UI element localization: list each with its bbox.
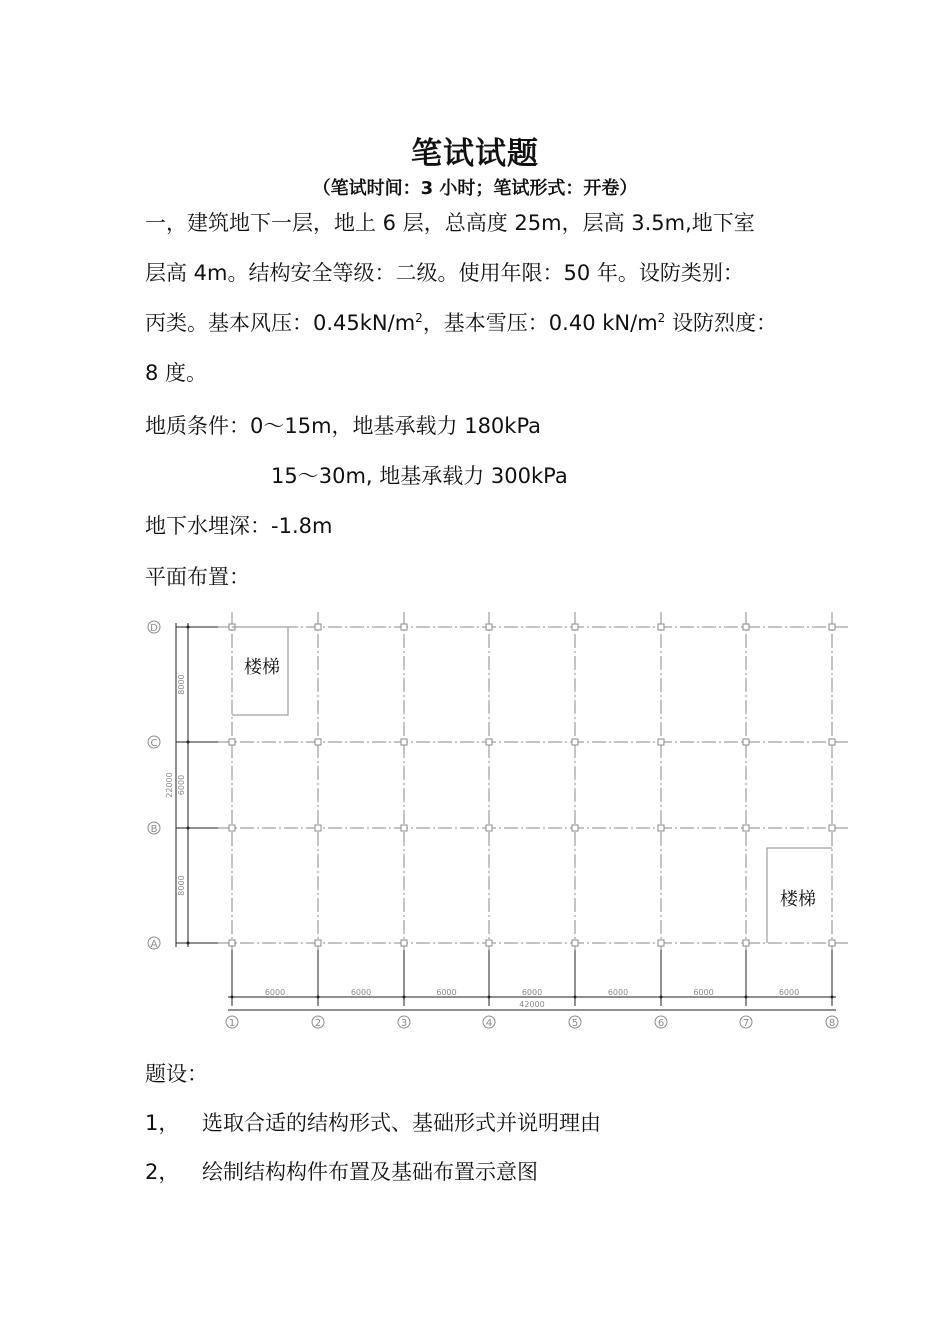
column-axis-label: 5 [571,1018,579,1029]
column-marker [315,739,321,745]
column-marker [829,825,835,831]
stair-label-top: 楼梯 [244,657,280,678]
column-marker [229,825,235,831]
seismic-intensity-text: 设防烈度： [665,311,777,335]
row-axis-label: B [150,824,158,835]
column-marker [743,624,749,630]
dimension-tick [187,626,190,629]
intro-paragraph [145,198,825,398]
span-dimension-text: 8000 [177,674,186,695]
column-marker [229,739,235,745]
column-marker [486,825,492,831]
dimension-tick [660,996,663,999]
total-width-text: 42000 [519,1000,545,1009]
row-axis-label: C [150,738,158,749]
column-marker [229,940,235,946]
groundwater-line: 地下水埋深：-1.8m [145,514,333,538]
column-marker [315,940,321,946]
stair-label-bottom: 楼梯 [780,889,816,910]
column-marker [401,940,407,946]
wind-pressure-text: 丙类。基本风压：0.45kN/m [145,311,416,335]
column-marker [572,940,578,946]
wind-unit-superscript: 2 [415,311,423,325]
dimension-tick [831,996,834,999]
column-marker [315,624,321,630]
column-marker [572,624,578,630]
questions-label: 题设： [145,1062,208,1086]
total-depth-text: 22000 [165,772,174,798]
column-axis-label: 2 [314,1018,322,1029]
bay-dimension-text: 6000 [436,988,457,997]
column-marker [401,825,407,831]
question-1-number: 1， [145,1111,180,1135]
plan-label: 平面布置： [145,565,250,589]
column-axis-label: 7 [742,1018,750,1029]
dimension-tick [745,996,748,999]
snow-unit-superscript: 2 [657,311,666,325]
question-1-text: 选取合适的结构形式、基础形式并说明理由 [202,1111,601,1135]
column-marker [401,739,407,745]
column-axis-label: 8 [828,1018,836,1029]
question-2-number: 2， [145,1160,180,1184]
column-marker [658,940,664,946]
dimension-tick [403,996,406,999]
column-marker [572,739,578,745]
bay-dimension-text: 6000 [693,988,714,997]
floor-plan-drawing [140,605,855,1035]
dimension-tick [187,942,190,945]
dimension-tick [187,827,190,830]
intro-line-2: 层高 4m。结构安全等级：二级。使用年限：50 年。设防类别： [145,261,744,285]
column-marker [743,940,749,946]
bay-dimension-text: 6000 [607,988,629,997]
column-marker [486,624,492,630]
column-marker [829,739,835,745]
column-marker [658,624,664,630]
intro-line-3 [145,298,825,348]
geology-line-2: 15～30m, 地基承载力 300kPa [271,464,568,488]
column-marker [315,825,321,831]
dimension-tick [574,996,577,999]
column-marker [829,624,835,630]
row-axis-label: D [150,623,158,634]
dimension-tick [187,741,190,744]
column-marker [658,739,664,745]
bay-dimension-text: 6000 [350,988,372,997]
column-axis-label: 1 [228,1018,236,1029]
question-2-text: 绘制结构构件布置及基础布置示意图 [202,1160,538,1184]
column-marker [572,825,578,831]
dimension-tick [231,996,234,999]
page-title: 笔试试题 [411,136,539,172]
intro-line-1: 一，建筑地下一层，地上 6 层，总高度 25m，层高 3.5m,地下室 [145,211,755,235]
dimension-tick [317,996,320,999]
column-marker [486,739,492,745]
column-marker [658,825,664,831]
column-axis-label: 4 [485,1018,493,1029]
column-marker [486,940,492,946]
snow-pressure-text: ，基本雪压：0.40 kN/m [422,311,658,335]
span-dimension-text: 8000 [177,875,186,896]
geology-line-1: 地质条件：0～15m，地基承载力 180kPa [145,414,542,438]
column-marker [743,739,749,745]
dimension-tick [488,996,491,999]
column-marker [829,940,835,946]
bay-dimension-text: 6000 [264,988,286,997]
row-axis-label: A [150,939,158,950]
column-marker [743,825,749,831]
column-axis-label: 6 [657,1018,665,1029]
bay-dimension-text: 6000 [521,988,543,997]
page-subtitle: （笔试时间：3 小时；笔试形式：开卷） [312,178,638,199]
column-marker [401,624,407,630]
span-dimension-text: 6000 [177,774,186,796]
column-axis-label: 3 [400,1018,408,1029]
intro-line-4: 8 度。 [145,361,208,385]
bay-dimension-text: 6000 [778,988,800,997]
